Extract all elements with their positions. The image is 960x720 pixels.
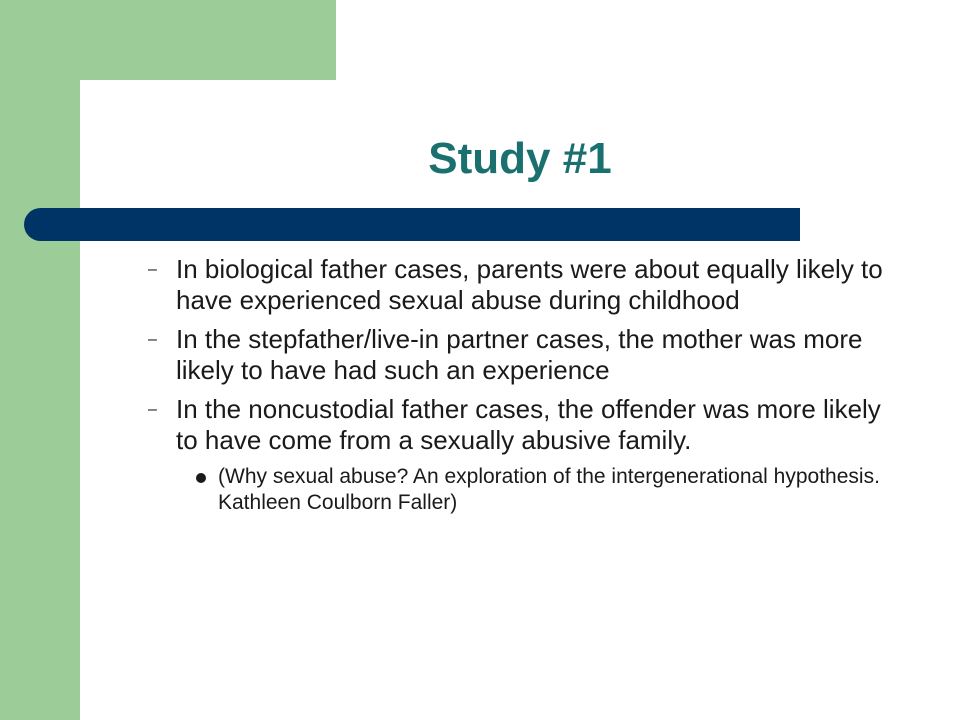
citation-text: (Why sexual abuse? An exploration of the intergenerational hypothesis. Kathleen Coulborn Faller) [218, 465, 880, 514]
bullet-item [140, 394, 900, 456]
bullet-item [140, 324, 900, 386]
bullet-item [140, 254, 900, 316]
green-top-decoration [80, 0, 336, 80]
title-underline-bar [24, 208, 800, 241]
citation-item [196, 464, 900, 516]
bullet-text: In the noncustodial father cases, the offender was more likely to have come from a sexually abusive family. [176, 394, 881, 455]
bullet-text: In biological father cases, parents were about equally likely to have experienced sexual abuse during childhood [176, 254, 883, 315]
bullet-text: In the stepfather/live-in partner cases, the mother was more likely to have had such an experience [176, 324, 863, 385]
slide-title: Study #1 [428, 134, 612, 183]
dot-bullet-icon [196, 473, 206, 483]
dash-bullet-icon: – [148, 401, 157, 418]
bullet-list [140, 254, 900, 516]
dash-bullet-icon: – [148, 261, 157, 278]
green-sidebar-decoration [0, 0, 80, 720]
dash-bullet-icon: – [148, 331, 157, 348]
